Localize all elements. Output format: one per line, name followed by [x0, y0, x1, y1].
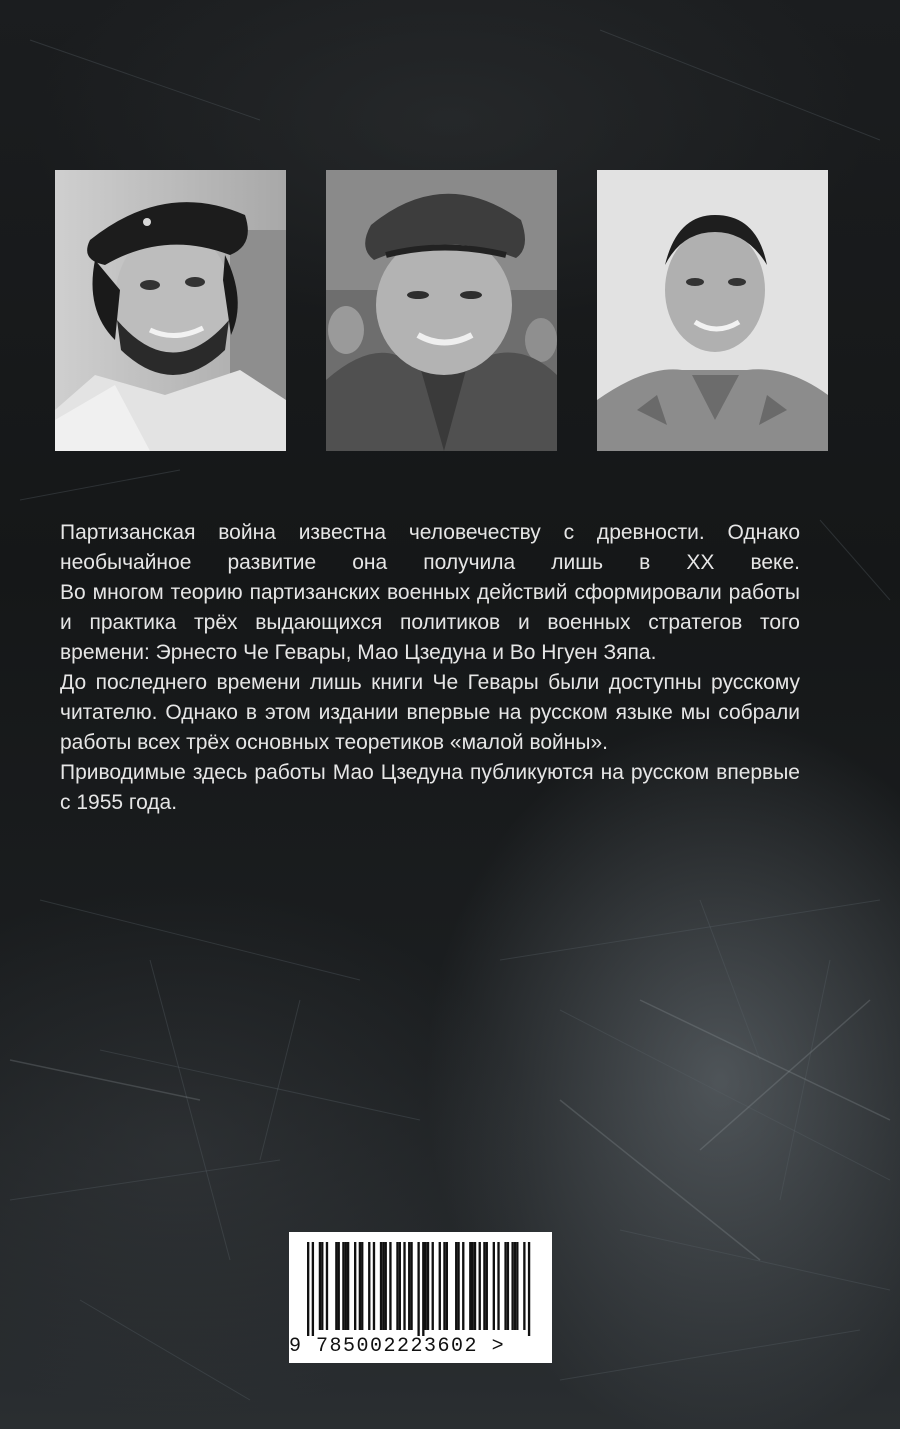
barcode-bar — [389, 1242, 391, 1330]
barcode-bar — [528, 1242, 530, 1336]
barcode-bar — [410, 1242, 412, 1330]
portrait-photo-2 — [326, 170, 557, 451]
isbn-number — [289, 1335, 552, 1358]
barcode-bar — [483, 1242, 485, 1330]
barcode-bar — [335, 1242, 337, 1330]
barcode-bar — [474, 1242, 476, 1330]
barcode-bar — [380, 1242, 382, 1330]
barcode-bar — [486, 1242, 488, 1330]
barcode-bar — [347, 1242, 349, 1330]
barcode-bar — [396, 1242, 398, 1330]
barcode-bar — [462, 1242, 464, 1330]
barcode-bar — [354, 1242, 356, 1330]
barcode-bar — [345, 1242, 347, 1330]
isbn-first-digit: 9 — [289, 1335, 303, 1358]
isbn-group-right: 223602 — [397, 1335, 479, 1358]
portrait-photo-3 — [597, 170, 828, 451]
portrait-vo-nguyen-giap-image — [597, 170, 828, 451]
blurb-paragraph-4: Приводимые здесь работы Мао Цзедуна публикуются на русском впервые с 1955 года. — [60, 761, 800, 814]
barcode-bar — [321, 1242, 323, 1330]
barcode-bar — [385, 1242, 387, 1330]
barcode-bar — [408, 1242, 410, 1330]
barcode-bar — [443, 1242, 445, 1330]
barcode-bar — [373, 1242, 375, 1330]
barcode-bar — [403, 1242, 405, 1330]
barcode-bar — [342, 1242, 344, 1330]
barcode-bar — [514, 1242, 516, 1330]
back-cover-blurb — [60, 518, 800, 818]
barcode-bar — [472, 1242, 474, 1330]
barcode-bar — [338, 1242, 340, 1330]
barcode-bar — [504, 1242, 506, 1330]
blurb-paragraph-2: Во многом теорию партизанских военных действий сформировали работы и практика трёх выдающихся политиков и военных стратегов того времени: Эрнесто Че Гевары, Мао Цзедуна и Во Нгуен Зяпа. — [60, 581, 800, 664]
barcode-bar — [422, 1242, 424, 1336]
barcode-bar — [427, 1242, 429, 1330]
barcode-bar — [417, 1242, 419, 1336]
barcode-bar — [382, 1242, 384, 1330]
barcode-bar — [511, 1242, 513, 1330]
barcode-bar — [457, 1242, 459, 1330]
barcode-bar — [523, 1242, 525, 1330]
barcode-bar — [479, 1242, 481, 1330]
isbn-barcode — [289, 1232, 552, 1363]
barcode-bar — [399, 1242, 401, 1330]
portrait-photo-1 — [55, 170, 286, 451]
isbn-marker: > — [491, 1335, 506, 1358]
barcode-bar — [425, 1242, 427, 1330]
isbn-group-left: 785002 — [316, 1335, 398, 1358]
barcode-bar — [326, 1242, 328, 1330]
barcode-bar — [516, 1242, 518, 1330]
barcode-bar — [497, 1242, 499, 1330]
barcode-bar — [359, 1242, 361, 1330]
barcode-bar — [455, 1242, 457, 1330]
barcode-bar — [319, 1242, 321, 1330]
blurb-paragraph-1: Партизанская война известна человечеству с древности. Однако необычайное развитие она получила лишь в XX веке. — [60, 521, 800, 574]
barcode-bar — [307, 1242, 309, 1336]
barcode-bar — [493, 1242, 495, 1330]
barcode-bar — [432, 1242, 434, 1330]
barcode-bar — [507, 1242, 509, 1330]
portrait-che-guevara-image — [55, 170, 286, 451]
barcode-bar — [446, 1242, 448, 1330]
barcode-bar — [312, 1242, 314, 1336]
portrait-mao-zedong-image — [326, 170, 557, 451]
blurb-paragraph-3: До последнего времени лишь книги Че Гевары были доступны русскому читателю. Однако в этом издании впервые на русском языке мы собрали работы всех трёх основных теоретиков «малой войны». — [60, 671, 800, 754]
barcode-bar — [439, 1242, 441, 1330]
barcode-bar — [361, 1242, 363, 1330]
barcode-bar — [368, 1242, 370, 1330]
barcode-bar — [469, 1242, 471, 1330]
